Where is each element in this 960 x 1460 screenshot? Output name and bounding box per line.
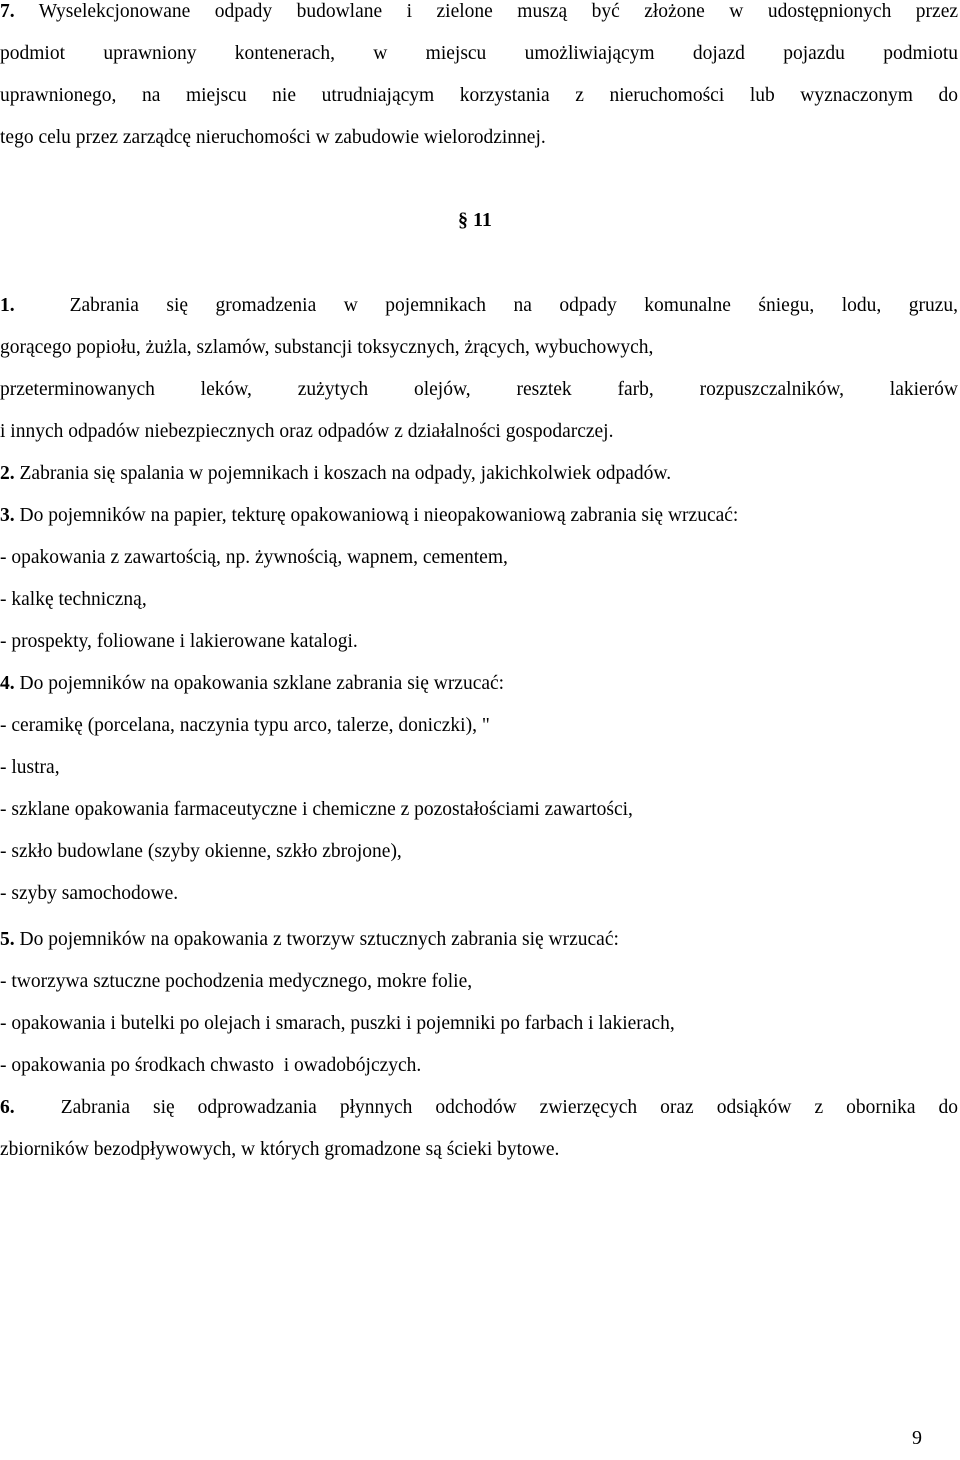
paragraph-line: przeterminowanych leków, zużytych olejów, resztek farb, rozpuszczalników, lakierów bbox=[0, 379, 958, 400]
paragraph-2 bbox=[0, 460, 958, 502]
paragraph-number: 6. bbox=[0, 1097, 15, 1118]
paragraph-text: Do pojemników na opakowania z tworzyw sztucznych zabrania się wrzucać: bbox=[19, 929, 619, 950]
paragraph-3 bbox=[0, 502, 958, 670]
paragraph-line: Zabrania się gromadzenia w pojemnikach na odpady komunalne śniegu, lodu, gruzu, bbox=[69, 295, 958, 316]
paragraph-text: Do pojemników na opakowania szklane zabrania się wrzucać: bbox=[19, 673, 505, 694]
list-item: - prospekty, foliowane i lakierowane katalogi. bbox=[0, 631, 358, 652]
paragraph-number: 7. bbox=[0, 1, 15, 22]
paragraph-line: zbiorników bezodpływowych, w których gromadzone są ścieki bytowe. bbox=[0, 1139, 560, 1160]
list-item: - opakowania i butelki po olejach i smarach, puszki i pojemniki po farbach i lakierach, bbox=[0, 1013, 675, 1034]
paragraph-number: 1. bbox=[0, 295, 15, 316]
paragraph-4 bbox=[0, 670, 958, 922]
paragraph-text: Do pojemników na papier, tekturę opakowaniową i nieopakowaniową zabrania się wrzucać: bbox=[19, 505, 739, 526]
page-number: 9 bbox=[912, 1427, 922, 1449]
list-item: - opakowania z zawartością, np. żywnością, wapnem, cementem, bbox=[0, 547, 508, 568]
paragraph-number: 5. bbox=[0, 929, 15, 950]
paragraph-number: 4. bbox=[0, 673, 15, 694]
paragraph-line: tego celu przez zarządcę nieruchomości w zabudowie wielorodzinnej. bbox=[0, 127, 546, 148]
list-item: - kalkę techniczną, bbox=[0, 589, 147, 610]
paragraph-line: i innych odpadów niebezpiecznych oraz odpadów z działalności gospodarczej. bbox=[0, 421, 614, 442]
list-item: - szyby samochodowe. bbox=[0, 883, 179, 904]
paragraph-1 bbox=[0, 292, 958, 460]
list-item: - tworzywa sztuczne pochodzenia medycznego, mokre folie, bbox=[0, 971, 473, 992]
paragraph-line: Zabrania się odprowadzania płynnych odchodów zwierzęcych oraz odsiąków z obornika do bbox=[60, 1097, 959, 1118]
paragraph-number: 2. bbox=[0, 463, 15, 484]
paragraph-6 bbox=[0, 1094, 958, 1178]
paragraph-5 bbox=[0, 926, 958, 1094]
paragraph-line: podmiot uprawniony kontenerach, w miejscu umożliwiającym dojazd pojazdu podmiotu bbox=[0, 43, 958, 64]
paragraph-7 bbox=[0, 0, 958, 166]
paragraph-line: Wyselekcjonowane odpady budowlane i zielone muszą być złożone w udostępnionych przez bbox=[38, 1, 959, 22]
paragraph-text: Zabrania się spalania w pojemnikach i koszach na odpady, jakichkolwiek odpadów. bbox=[19, 463, 672, 484]
list-item: - szkło budowlane (szyby okienne, szkło zbrojone), bbox=[0, 841, 402, 862]
list-item: - lustra, bbox=[0, 757, 60, 778]
paragraph-line: gorącego popiołu, żużla, szlamów, substancji toksycznych, żrących, wybuchowych, bbox=[0, 337, 654, 358]
list-item: - opakowania po środkach chwasto i owadobójczych. bbox=[0, 1055, 422, 1076]
list-item: - szklane opakowania farmaceutyczne i chemiczne z pozostałościami zawartości, bbox=[0, 799, 633, 820]
section-title: § 11 bbox=[458, 209, 492, 231]
list-item: - ceramikę (porcelana, naczynia typu arco, talerze, doniczki), " bbox=[0, 715, 490, 736]
paragraph-line: uprawnionego, na miejscu nie utrudniającym korzystania z nieruchomości lub wyznaczonym do bbox=[0, 85, 958, 106]
paragraph-number: 3. bbox=[0, 505, 15, 526]
